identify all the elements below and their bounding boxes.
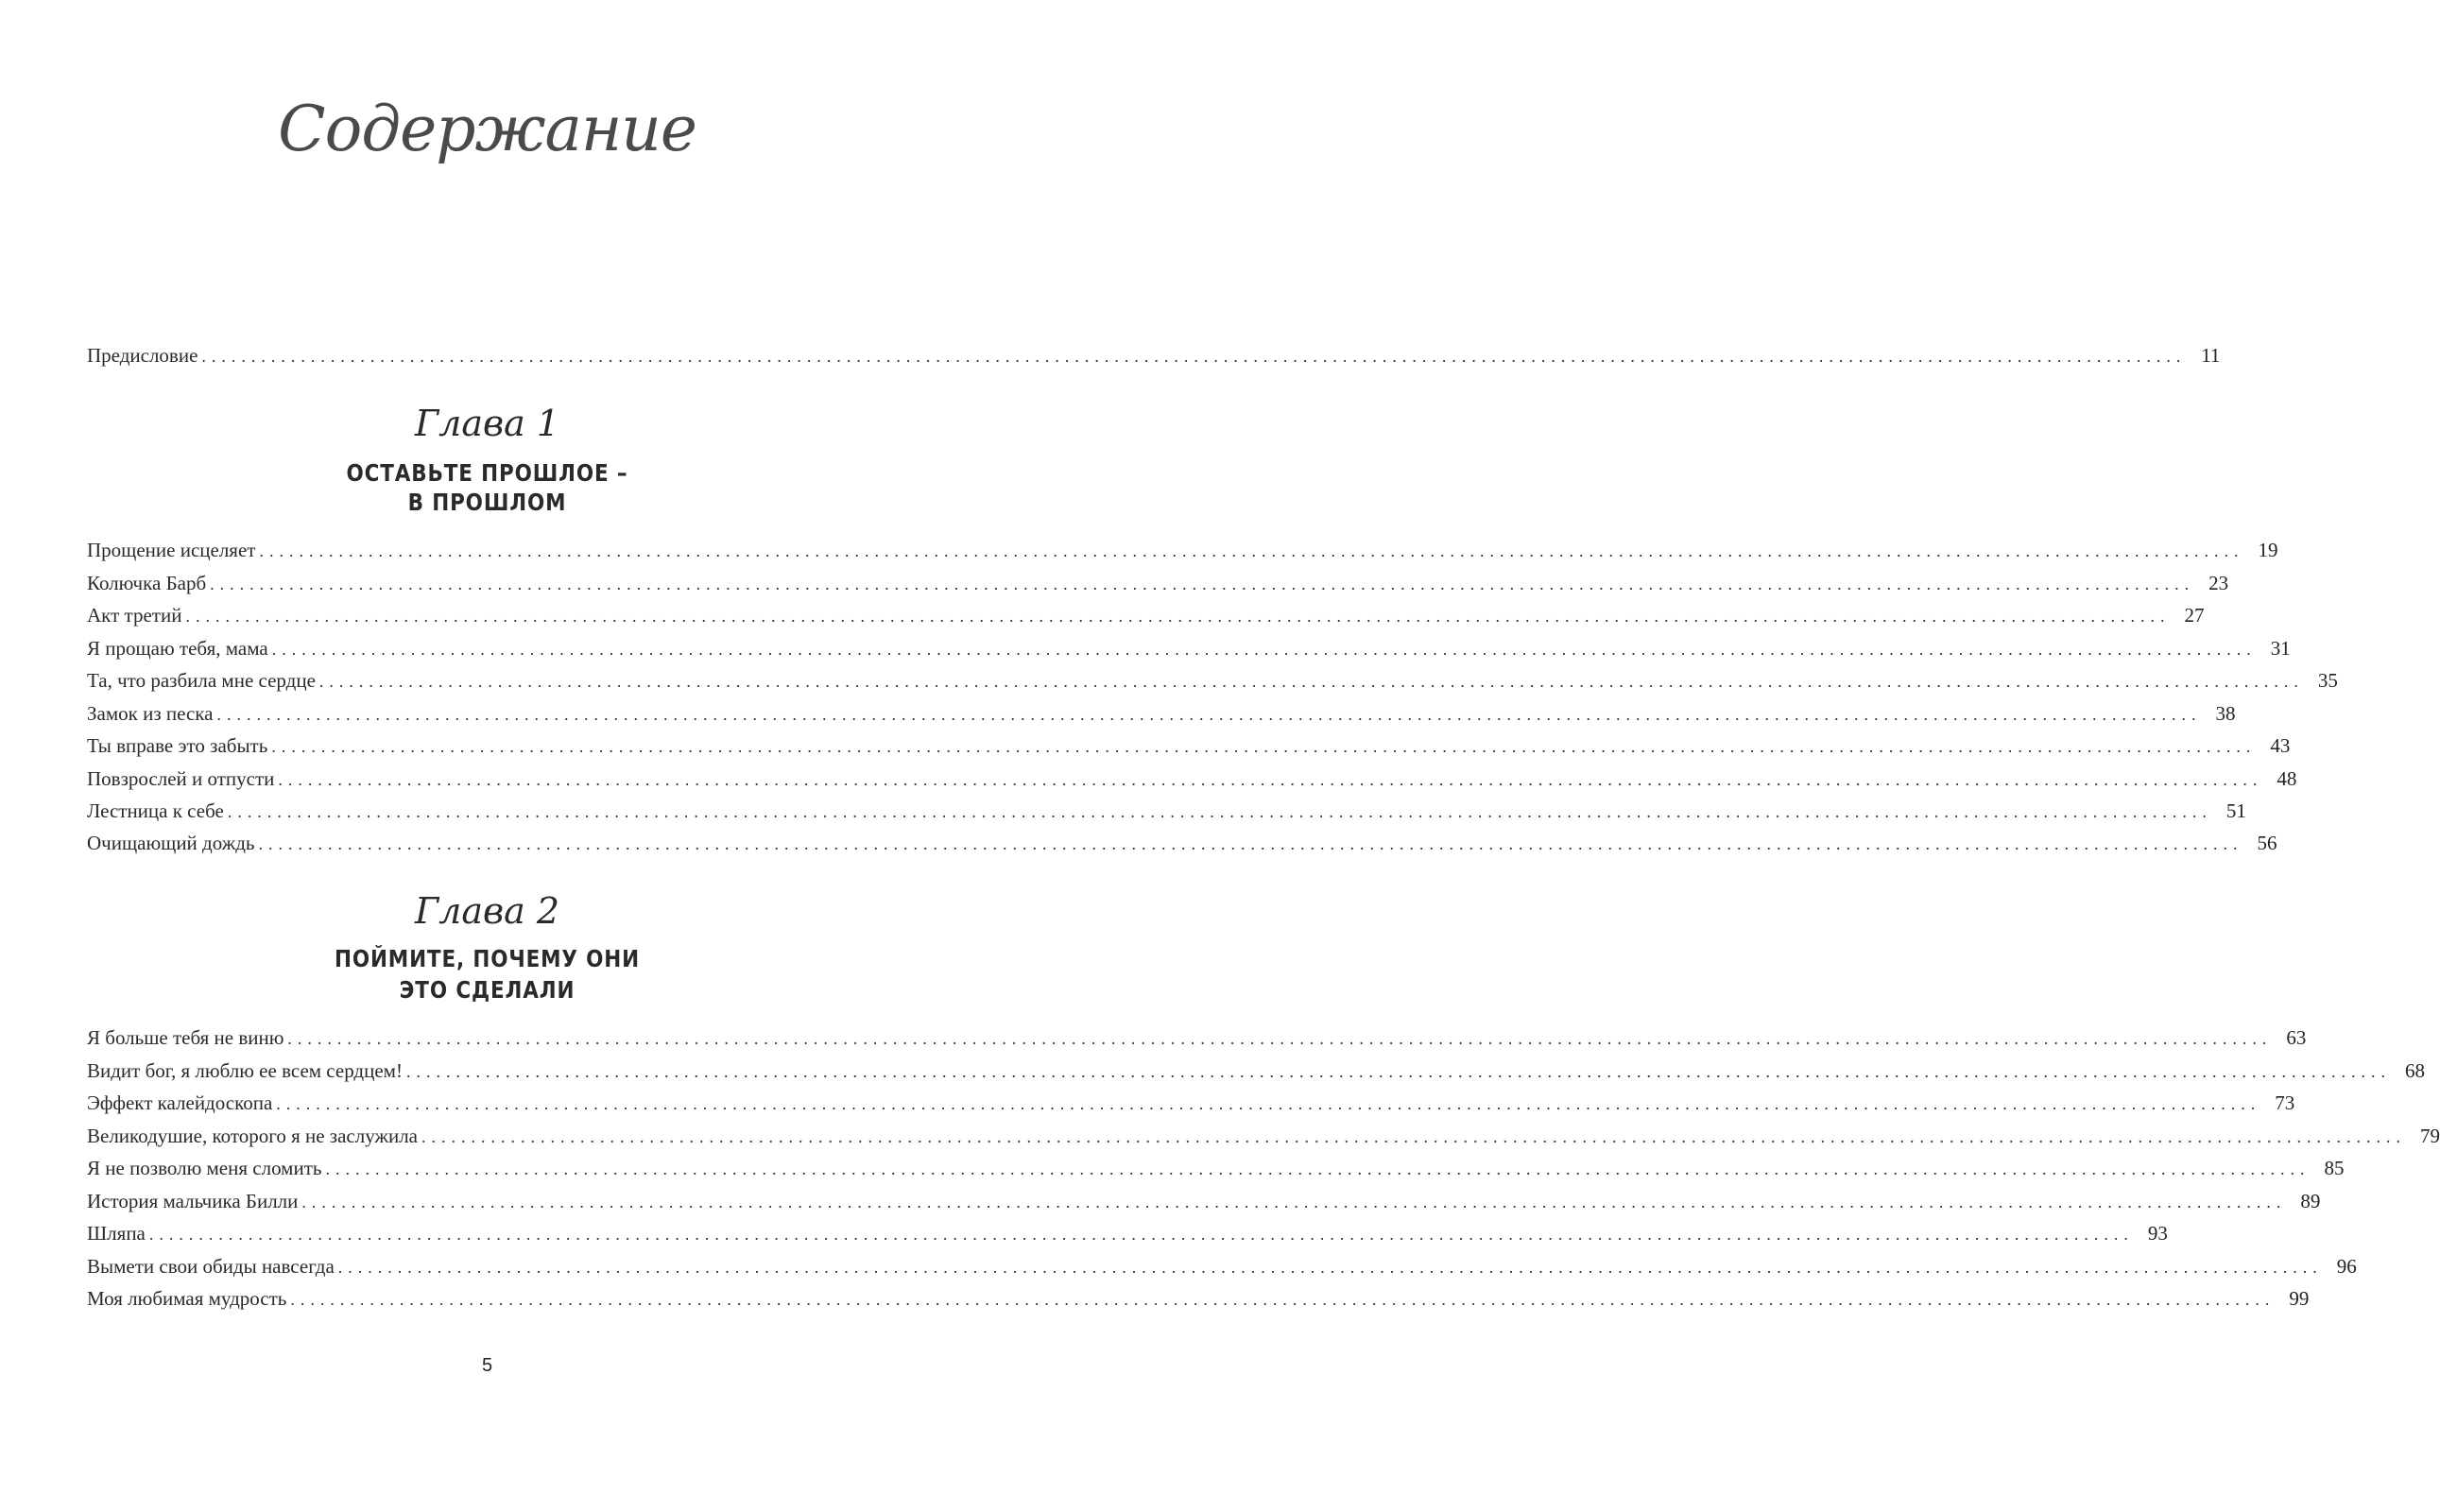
leader-dots: ........................................................................................................................................................................................................ [216,705,2202,724]
leader-dots: ........................................................................................................................................................................................................ [325,1160,2311,1178]
toc-entry[interactable] [87,569,2229,597]
toc-entry-title: Великодушие, которого я не заслужила [87,1125,418,1147]
toc-entry-page: 48 [2277,767,2297,790]
toc-entry[interactable] [87,1187,2321,1215]
toc-entry-title: Акт третий [87,604,182,627]
leader-dots: ........................................................................................................................................................................................................ [271,737,2257,756]
leader-dots: ........................................................................................................................................................................................................ [148,1225,2134,1244]
leader-dots: ........................................................................................................................................................................................................ [421,1127,2406,1146]
toc-entry[interactable] [87,634,2291,662]
toc-entry-title: Ты вправе это забыть [87,734,268,757]
toc-entry-page: 51 [2225,799,2246,822]
toc-entry-page: 23 [2208,572,2229,594]
toc-entry-title: Вымети свои обиды навсегда [87,1255,335,1278]
toc-entry-page: 19 [2258,539,2278,561]
toc-entry-page: 31 [2270,637,2291,660]
chapter-heading-line1: ОСТАВЬТЕ ПРОШЛОЕ – [346,459,628,487]
leader-dots: ........................................................................................................................................................................................................ [201,347,2187,366]
toc-entry-title: Моя любимая мудрость [87,1287,287,1310]
chapter-label: Глава 2 [414,890,560,932]
leader-dots: ........................................................................................................................................................................................................ [290,1290,2276,1309]
leader-dots: ........................................................................................................................................................................................................ [185,607,2171,626]
toc-entry-page: 43 [2270,734,2291,757]
leader-dots: ........................................................................................................................................................................................................ [227,802,2212,821]
leader-dots: ........................................................................................................................................................................................................ [337,1258,2323,1277]
toc-entry-page: 11 [2201,344,2221,367]
leader-dots: ........................................................................................................................................................................................................ [210,575,2195,593]
toc-entry-page: 38 [2215,702,2236,725]
leader-dots: ........................................................................................................................................................................................................ [258,834,2243,853]
toc-entry-title: История мальчика Билли [87,1190,299,1212]
leader-dots: ........................................................................................................................................................................................................ [318,672,2304,691]
toc-entry[interactable] [87,1023,2307,1052]
toc-entry[interactable] [87,666,2338,695]
toc-entry-title: Видит бог, я люблю ее всем сердцем! [87,1059,403,1082]
toc-entry-title: Та, что разбила мне сердце [87,669,316,692]
toc-entry-title: Повзрослей и отпусти [87,767,275,790]
leader-dots: ........................................................................................................................................................................................................ [301,1193,2287,1211]
chapter-heading-line2: ЭТО СДЕЛАЛИ [399,976,576,1004]
leader-dots: ........................................................................................................................................................................................................ [405,1062,2391,1081]
toc-entry[interactable] [87,731,2291,760]
toc-entry-page: 27 [2184,604,2205,627]
toc-entry-title: Я прощаю тебя, мама [87,637,268,660]
leader-dots: ........................................................................................................................................................................................................ [287,1029,2273,1048]
toc-entry-page: 96 [2336,1255,2357,1278]
toc-entry-page: 79 [2420,1125,2440,1147]
toc-entry[interactable] [87,1057,2425,1085]
page-title: Содержание [278,93,696,165]
chapter-label: Глава 1 [414,403,560,444]
toc-entry-title: Колючка Барб [87,572,207,594]
toc-entry-page: 68 [2404,1059,2425,1082]
toc-entry[interactable] [87,1219,2168,1247]
toc-entry[interactable] [87,1122,2440,1150]
toc-entry-page: 63 [2286,1026,2307,1049]
toc-entry-page: 89 [2300,1190,2321,1212]
toc-entry-title: Я не позволю меня сломить [87,1157,322,1179]
toc-entry[interactable] [87,1284,2310,1313]
toc-entry-title: Предисловие [87,344,198,367]
toc-entry-title: Шляпа [87,1222,146,1245]
toc-entry-title: Очищающий дождь [87,832,255,854]
toc-entry[interactable] [87,1252,2357,1280]
leader-dots: ........................................................................................................................................................................................................ [259,541,2244,560]
toc-entry-title: Эффект калейдоскопа [87,1091,273,1114]
toc-entry-page: 93 [2147,1222,2168,1245]
toc-entry[interactable] [87,1154,2345,1182]
toc-entry[interactable] [87,601,2205,629]
toc-entry-page: 99 [2289,1287,2310,1310]
leader-dots: ........................................................................................................................................................................................................ [276,1094,2261,1113]
page-number: 5 [481,1355,493,1376]
toc-entry[interactable] [87,1089,2295,1117]
toc-entry[interactable] [87,797,2246,825]
toc-entry[interactable] [87,765,2297,793]
toc-entry-page: 56 [2257,832,2277,854]
chapter-heading-line1: ПОЙМИТЕ, ПОЧЕМУ ОНИ [334,945,641,972]
chapter-heading-line2: В ПРОШЛОМ [407,489,567,516]
toc-entry-page: 73 [2275,1091,2295,1114]
toc-entry-page: 85 [2324,1157,2345,1179]
toc-entry-page: 35 [2317,669,2338,692]
toc-entry[interactable] [87,699,2236,728]
toc-entry[interactable] [87,536,2278,564]
leader-dots: ........................................................................................................................................................................................................ [278,770,2263,789]
toc-entry[interactable] [87,829,2277,857]
toc-entry-title: Замок из песка [87,702,214,725]
leader-dots: ........................................................................................................................................................................................................ [271,640,2257,659]
toc-entry-title: Прощение исцеляет [87,539,256,561]
toc-entry-preface[interactable] [87,341,2221,369]
toc-entry-title: Лестница к себе [87,799,224,822]
toc-entry-title: Я больше тебя не виню [87,1026,284,1049]
